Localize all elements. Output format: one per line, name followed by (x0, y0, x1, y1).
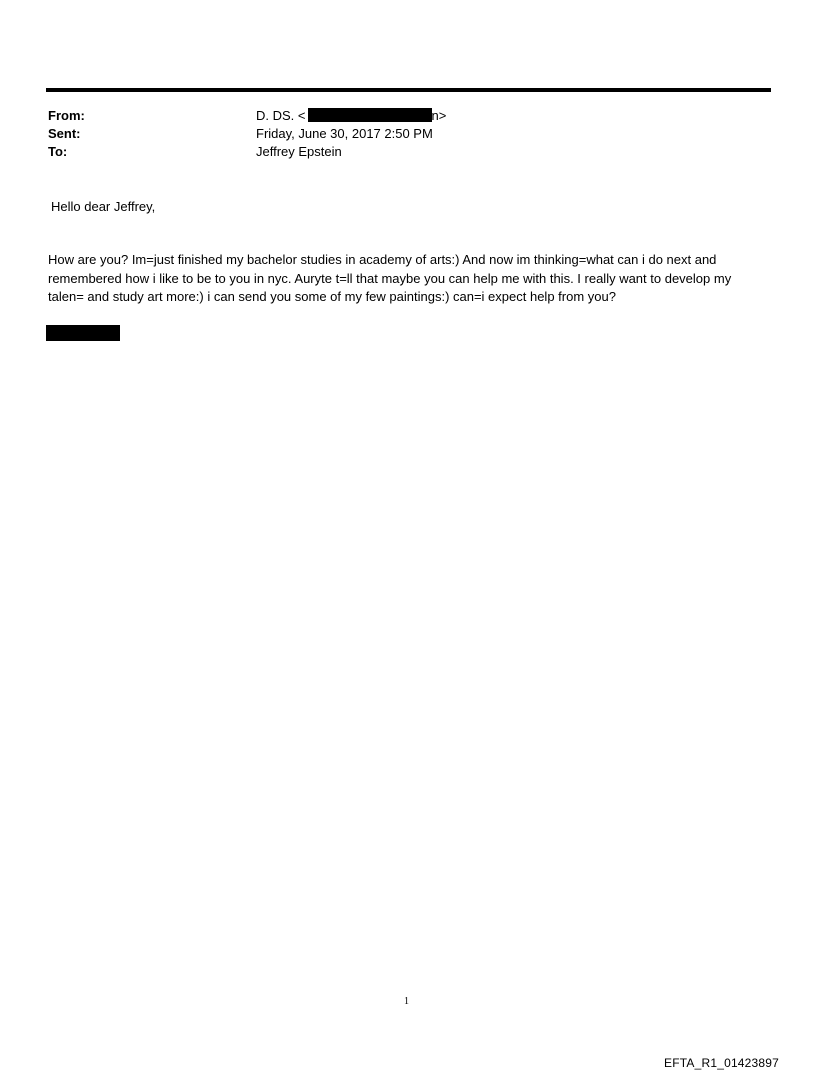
sent-value: Friday, June 30, 2017 2:50 PM (256, 126, 433, 141)
header-divider (46, 88, 771, 92)
to-label: To: (48, 144, 68, 159)
from-value (256, 107, 446, 125)
to-value: Jeffrey Epstein (256, 144, 342, 159)
message-line: remembered how i like to be to you in nyc. Auryte t=ll that maybe you can help me with this. I really want to develop my (48, 270, 732, 286)
from-name: D. DS. < (256, 108, 306, 123)
document-id: EFTA_R1_01423897 (664, 1056, 780, 1070)
from-email-suffix: n> (431, 108, 447, 123)
message-greeting: Hello dear Jeffrey, (51, 199, 156, 214)
message-body (48, 251, 778, 307)
message-line: talen= and study art more:) i can send you some of my few paintings:) can=i expect help from you? (48, 289, 616, 304)
redaction-email (308, 108, 432, 122)
message-line: How are you? Im=just finished my bachelor studies in academy of arts:) And now im thinking=what can i do next and (48, 252, 717, 267)
redaction-signature (46, 325, 120, 341)
sent-label: Sent: (48, 126, 81, 141)
page-number: 1 (404, 996, 409, 1007)
from-label: From: (48, 108, 85, 123)
